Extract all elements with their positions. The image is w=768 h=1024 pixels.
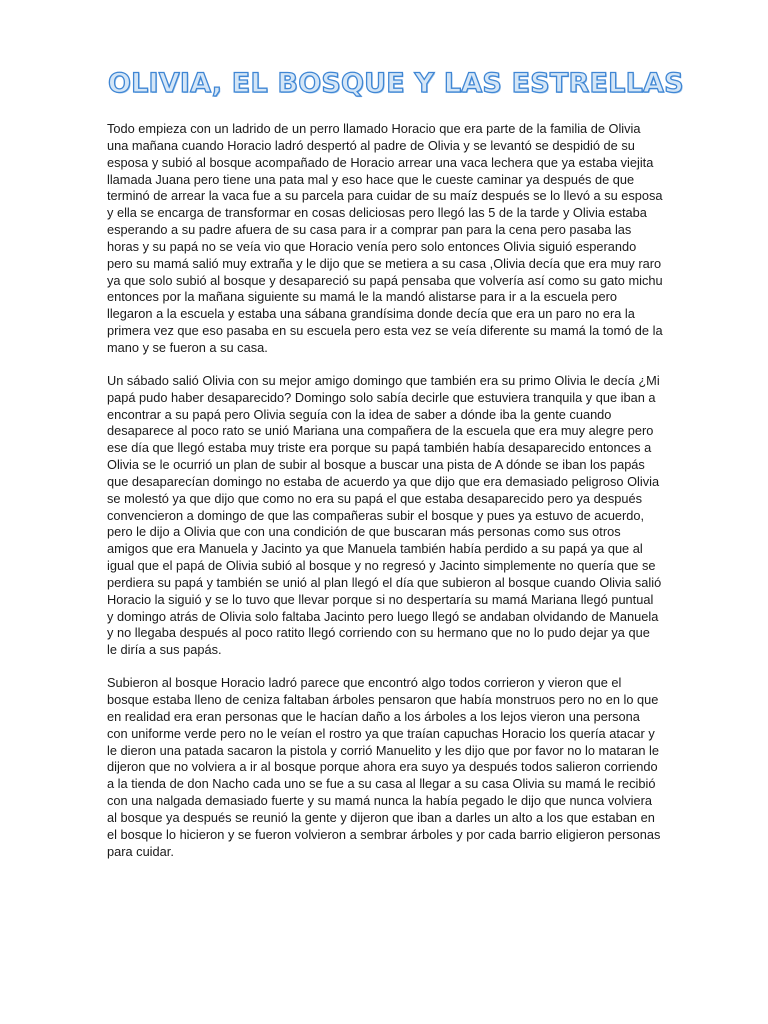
paragraph-2: Un sábado salió Olivia con su mejor amigo domingo que también era su primo Olivia le decía ¿Mi papá pudo haber desaparecido? Domingo solo sabía decirle que estuviera tranquila y que iban a encontrar a su papá pero Olivia seguía con la idea de saber a dónde iba la gente cuando desaparece al poco rato se unió Mariana una compañera de la escuela que era muy alegre pero ese día que llegó estaba muy triste era porque su papá también había desaparecido entonces a Olivia se le ocurrió un plan de subir al bosque a buscar una pista de A dónde se iban los papás que desaparecían domingo no estaba de acuerdo ya que dijo que era demasiado peligroso Olivia se molestó ya que dijo que como no era su papá el que estaba desaparecido pero ya después convencieron a domingo de que las compañeras subir el bosque y pues ya estuvo de acuerdo, pero le dijo a Olivia que con una condición de que buscaran más personas como sus otros amigos que era Manuela y Jacinto ya que Manuela también había perdido a su papá ya que al igual que el papá de Olivia subió al bosque y no regresó y Jacinto simplemente no quería que se perdiera su papá y también se unió al plan llegó el día que subieron al bosque cuando Olivia salió Horacio la siguió y se lo tuvo que llevar porque si no despertaría su mamá Mariana llegó puntual y domingo atrás de Olivia solo faltaba Jacinto pero luego llegó se andaban olvidando de Manuela y no llegaba después al poco ratito llegó corriendo con su hermano que no lo pudo dejar ya que le diría a sus papás. (107, 372, 662, 658)
paragraph-3: Subieron al bosque Horacio ladró parece que encontró algo todos corrieron y vieron que el bosque estaba lleno de ceniza faltaban árboles pensaron que había monstruos pero no en lo que en realidad era eran personas que le hacían daño a los árboles a los lejos vieron una persona con uniforme verde pero no le veían el rostro ya que traían capuchas Horacio los quería atacar y le dieron una patada sacaron la pistola y corrió Manuelito y les dijo que por favor no lo mataran le dijeron que no volviera a ir al bosque porque ahora era suyo ya después todos salieron corriendo a la tienda de don Nacho cada uno se fue a su casa al llegar a su casa Olivia su mamá le recibió con una nalgada demasiado fuerte y su mamá nunca la había pegado le dijo que nunca volviera al bosque ya después se reunió la gente y dijeron que iban a darles un alto a los que estaban en el bosque lo hicieron y se fueron volvieron a sembrar árboles y por cada barrio eligieron personas para cuidar. (107, 675, 661, 859)
document-title: OLIVIA, EL BOSQUE Y LAS ESTRELLAS (108, 68, 684, 99)
paragraph-1: Todo empieza con un ladrido de un perro llamado Horacio que era parte de la familia de Olivia una mañana cuando Horacio ladró despertó al padre de Olivia y se levantó se despidió de su esposa y subió al bosque acompañado de Horacio arrear una vaca lechera que ya estaba viejita llamada Juana pero tiene una pata mal y eso hace que le cueste caminar ya después de que terminó de arrear la vaca fue a su parcela para cuidar de su maíz después se lo llevó a su esposa y ella se encarga de transformar en cosas deliciosas pero llegó las 5 de la tarde y Olivia estaba esperando a su padre afuera de su casa para ir a comprar pan para la cena pero pasaba las horas y su papá no se veía vio que Horacio venía pero solo entonces Olivia siguió esperando pero su mamá salió muy extraña y le dijo que se metiera a su casa ,Olivia decía que era muy raro ya que solo subió al bosque y desapareció su papá pensaba que volvería así como su gato michu entonces por la mañana siguiente su mamá le la mandó alistarse para ir a la escuela pero llegaron a la escuela y estaba una sábana grandísima donde decía que era un paro no era la primera vez que eso pasaba en su escuela pero esta vez se veía diferente su mamá la tomó de la mano y se fueron a su casa. (107, 121, 663, 355)
document-body (107, 121, 663, 876)
